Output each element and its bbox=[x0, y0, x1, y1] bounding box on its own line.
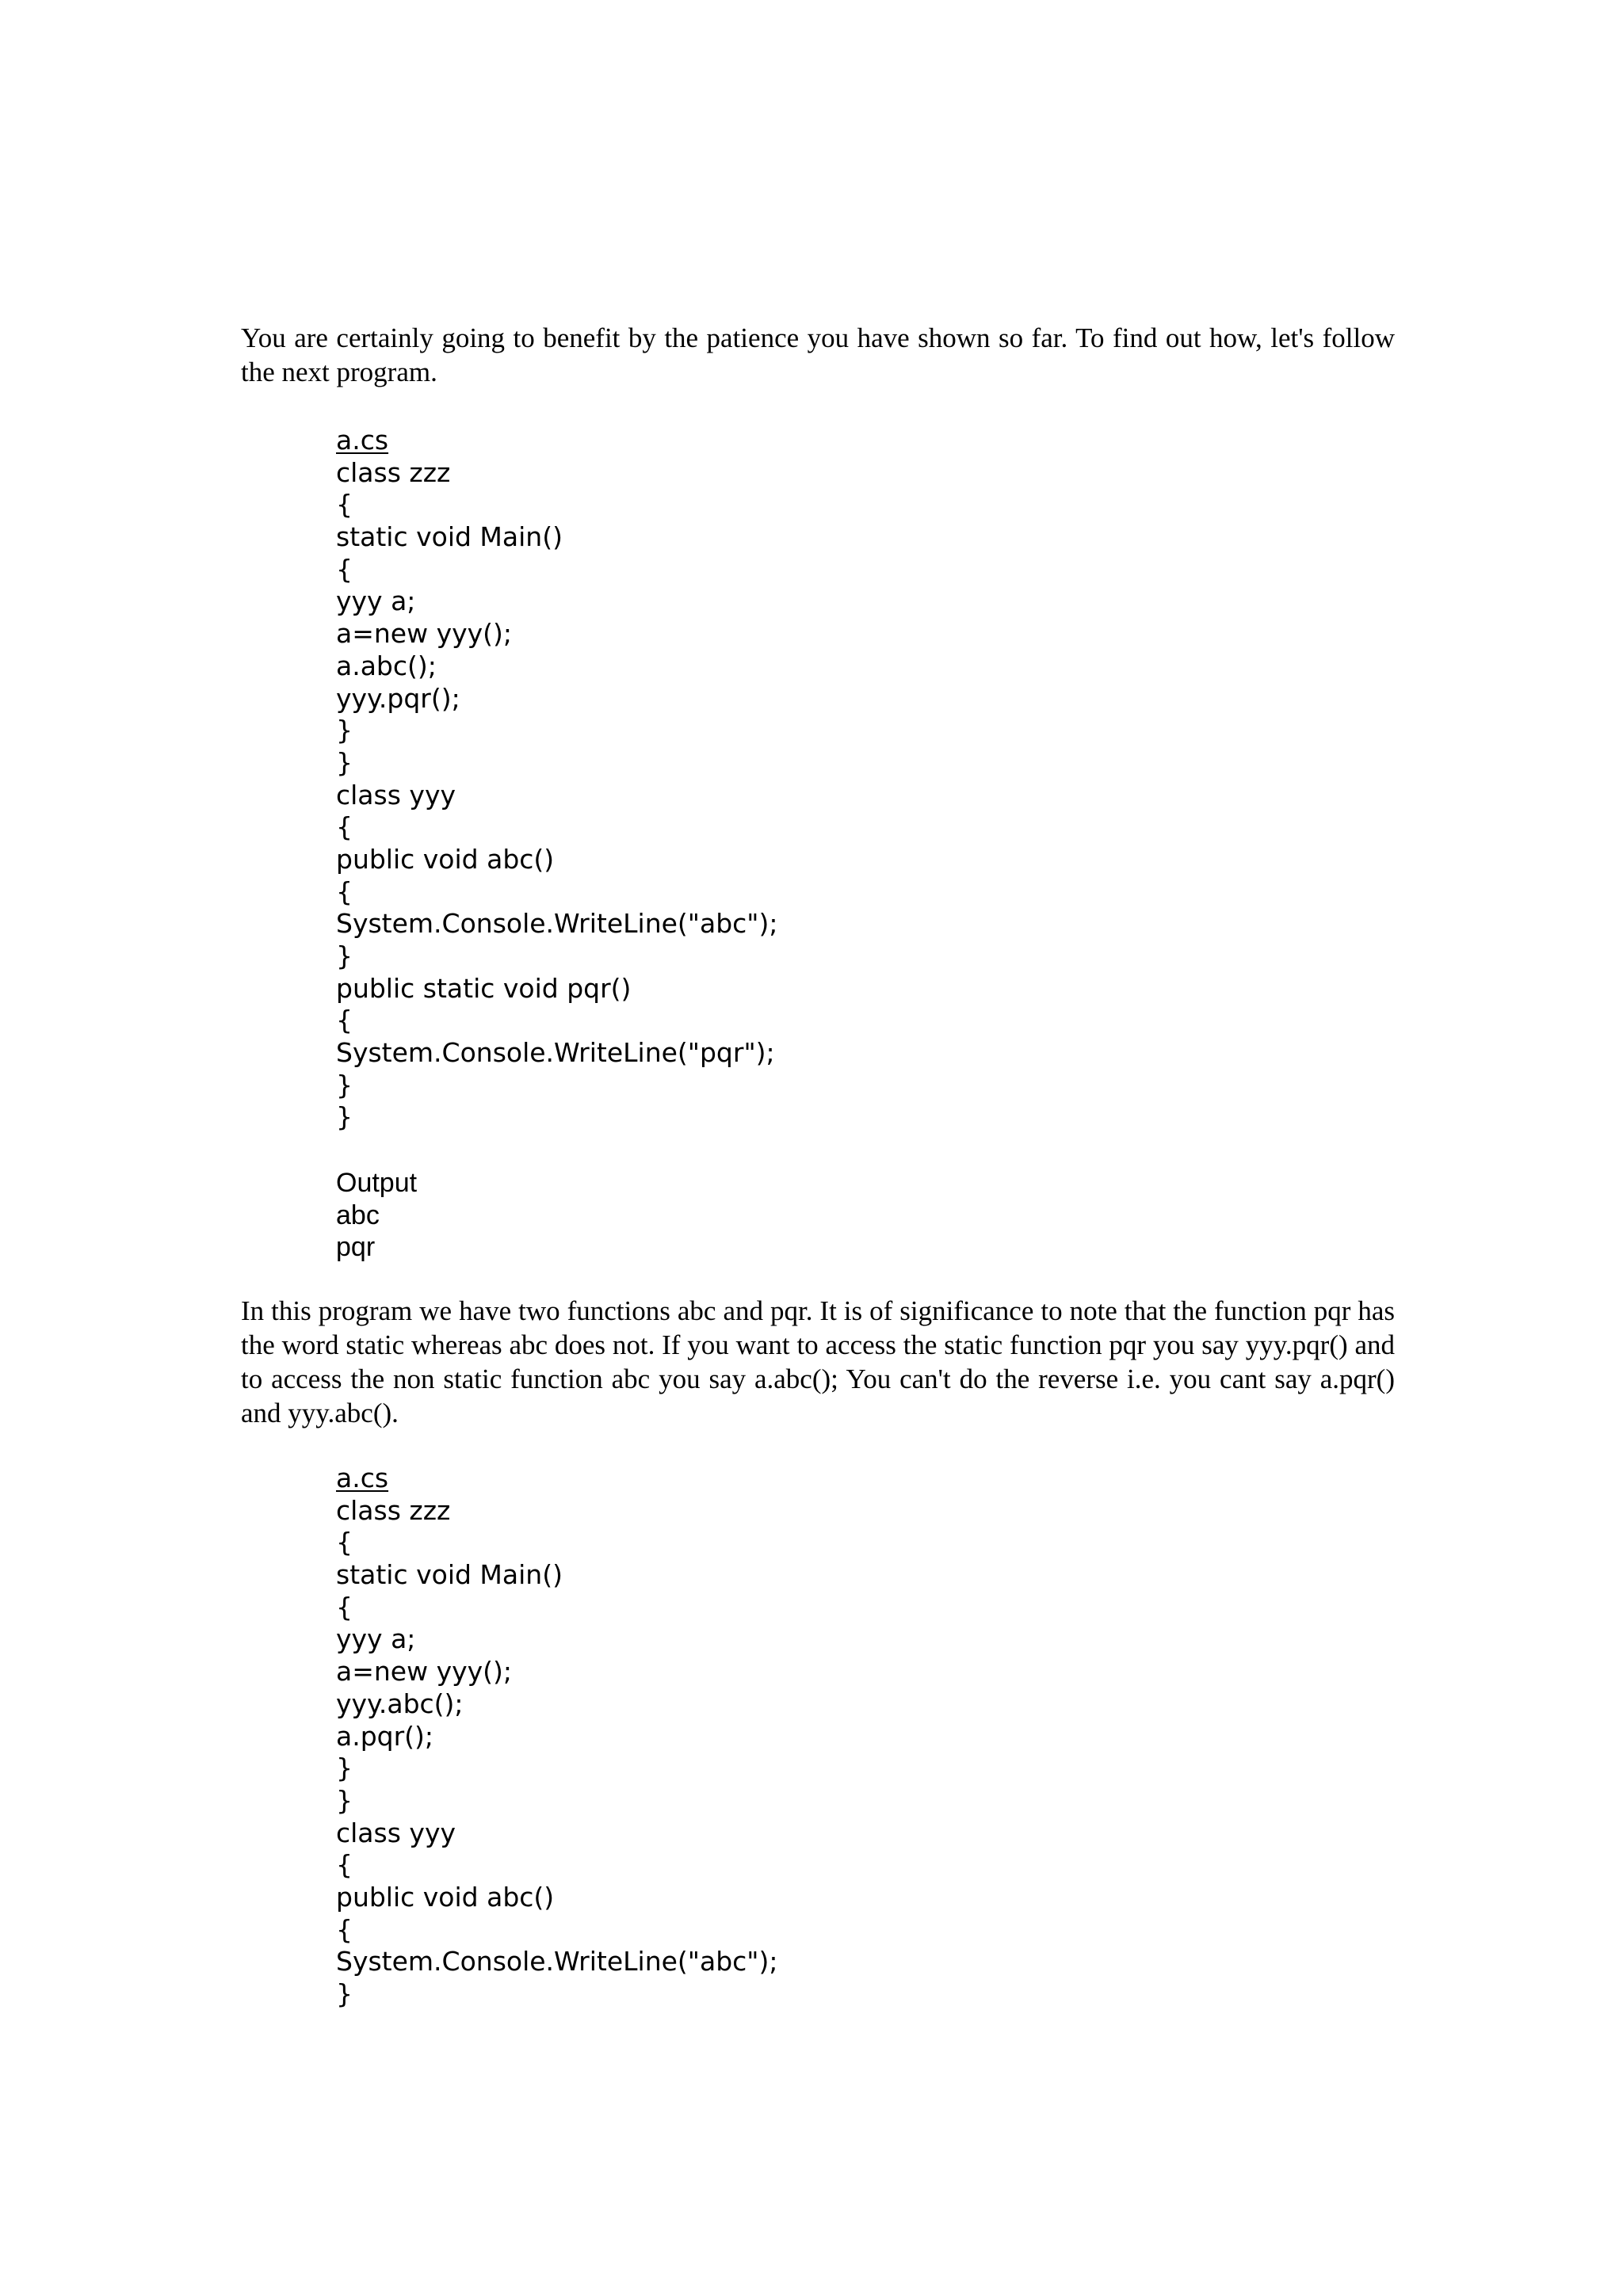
code-line: System.Console.WriteLine("pqr"); bbox=[336, 1037, 775, 1069]
output-block bbox=[336, 1167, 812, 1264]
code-line: { bbox=[336, 1591, 353, 1623]
intro-paragraph: You are certainly going to benefit by the patience you have shown so far. To find out how, let's follow the next program. bbox=[241, 322, 1395, 387]
code-line: static void Main() bbox=[336, 521, 563, 553]
output-line: abc bbox=[336, 1199, 380, 1230]
code-line: } bbox=[336, 1069, 353, 1100]
code-line: class zzz bbox=[336, 456, 451, 488]
code-line: System.Console.WriteLine("abc"); bbox=[336, 1946, 778, 1978]
code-line: static void Main() bbox=[336, 1559, 563, 1591]
code-line: { bbox=[336, 1527, 353, 1558]
code-line: { bbox=[336, 1913, 353, 1945]
code-line: } bbox=[336, 1784, 353, 1816]
code-line: yyy a; bbox=[336, 585, 416, 617]
code-line: } bbox=[336, 940, 353, 971]
code-line: { bbox=[336, 1849, 353, 1881]
code-line: System.Console.WriteLine("abc"); bbox=[336, 908, 778, 940]
code-line: public void abc() bbox=[336, 843, 555, 875]
code-filename: a.cs bbox=[336, 425, 389, 456]
explanation-paragraph: In this program we have two functions abc and pqr. It is of significance to note that the function pqr has the word static whereas abc does not. If you want to access the static function pqr you say yyy.pqr() and to access the non static function abc you say a.abc(); You can't do the reverse i.e. you cant say a.pqr() and yyy.abc(). bbox=[241, 1295, 1395, 1428]
code-listing-2 bbox=[336, 1463, 1287, 2011]
code-line: class yyy bbox=[336, 779, 456, 810]
code-line: a=new yyy(); bbox=[336, 618, 513, 650]
code-line: } bbox=[336, 746, 353, 778]
code-line: } bbox=[336, 715, 353, 746]
code-line: } bbox=[336, 1978, 353, 2009]
code-line: class zzz bbox=[336, 1494, 451, 1526]
code-line: class yyy bbox=[336, 1817, 456, 1848]
code-line: a.abc(); bbox=[336, 650, 437, 681]
code-line: public static void pqr() bbox=[336, 972, 632, 1004]
code-line: } bbox=[336, 1101, 353, 1133]
code-line: yyy.pqr(); bbox=[336, 682, 460, 714]
code-line: a=new yyy(); bbox=[336, 1656, 513, 1688]
code-line: { bbox=[336, 1005, 353, 1036]
code-line: { bbox=[336, 811, 353, 843]
output-heading: Output bbox=[336, 1168, 418, 1198]
code-line: public void abc() bbox=[336, 1881, 555, 1913]
code-line: { bbox=[336, 553, 353, 585]
output-line: pqr bbox=[336, 1232, 376, 1263]
code-line: { bbox=[336, 875, 353, 907]
code-line: a.pqr(); bbox=[336, 1720, 434, 1752]
code-line: } bbox=[336, 1753, 353, 1784]
code-filename: a.cs bbox=[336, 1463, 389, 1493]
code-line: yyy a; bbox=[336, 1623, 416, 1655]
code-line: { bbox=[336, 489, 353, 521]
code-listing-1 bbox=[336, 425, 1287, 1134]
code-line: yyy.abc(); bbox=[336, 1688, 464, 1719]
